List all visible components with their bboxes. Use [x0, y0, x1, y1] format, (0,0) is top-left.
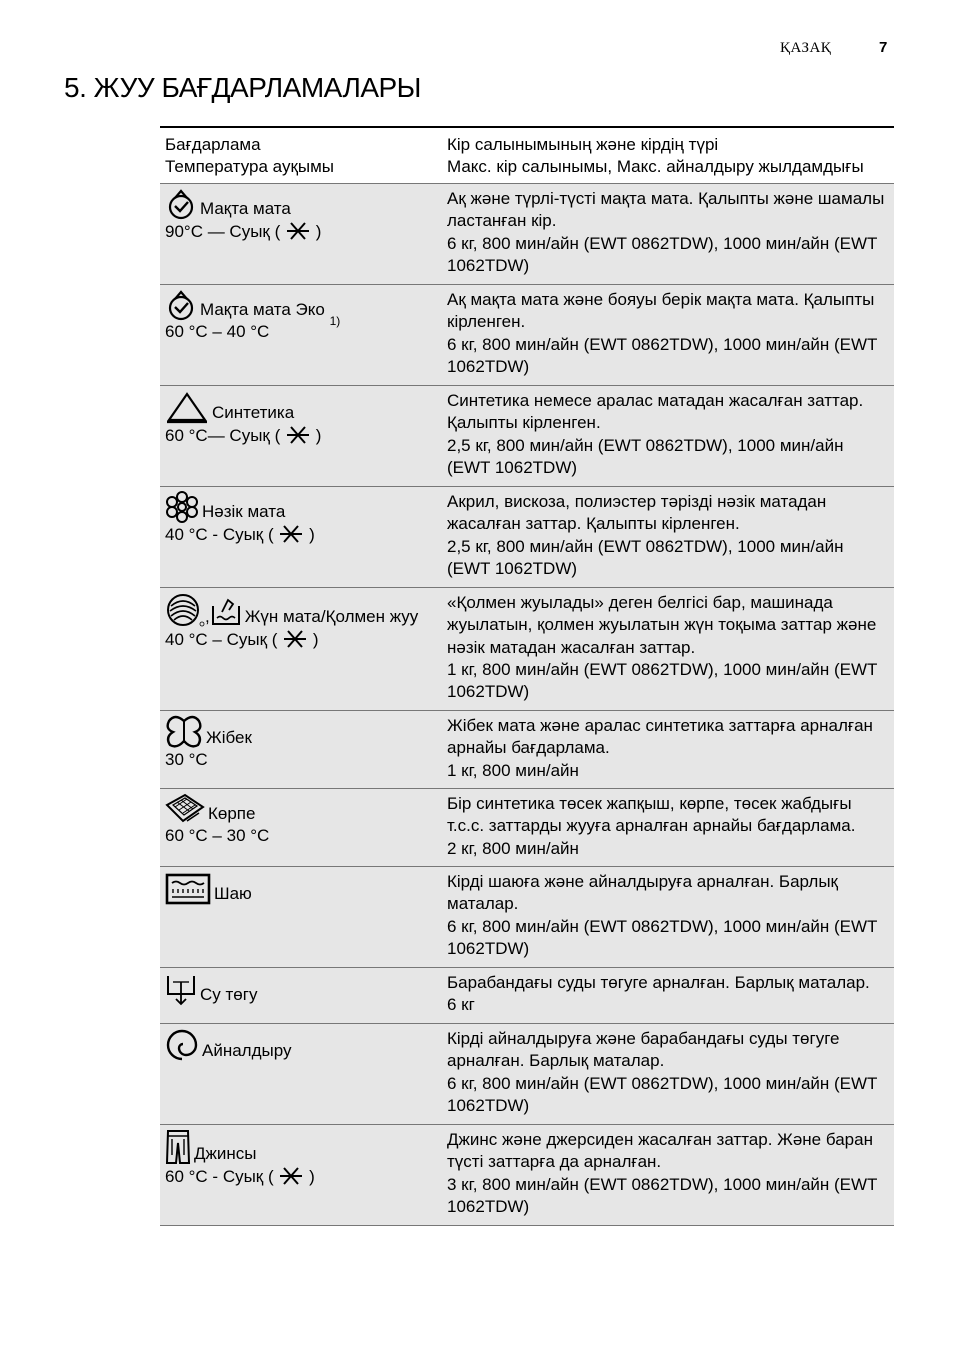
temperature-range: 40 °C - Суық ( ) — [165, 524, 315, 544]
programme-name: Джинсы — [194, 1143, 257, 1163]
programme-description: Акрил, вискоза, полиэстер тәрізді нәзік матадан жасалған заттар. Қалыпты кірленген. 2,5 кг, 800 мин/айн (EWT 0862TDW), 1000 мин/айн (EWT 1062TDW) — [447, 491, 844, 579]
table-row — [160, 789, 894, 867]
temperature-range: 60 °C – 30 °C — [165, 825, 270, 845]
programme-description: Джинс және джерсиден жасалған заттар. Және баран түсті заттарға да арналған. 3 кг, 800 мин/айн (EWT 0862TDW), 1000 мин/айн (EWT 1062TDW) — [447, 1129, 878, 1217]
wool-icon — [165, 592, 205, 628]
table-row — [160, 711, 894, 789]
table-row — [160, 1125, 894, 1226]
table-row — [160, 1024, 894, 1125]
programme-name: Жібек — [206, 727, 252, 747]
jeans-icon — [165, 1129, 191, 1165]
programme-description: Барабандағы суды төгуге арналған. Барлық маталар. 6 кг — [447, 972, 870, 1015]
programme-name: Шаю — [214, 883, 252, 903]
temperature-range: 60 °C— Суық ( ) — [165, 425, 322, 445]
programme-description: Ақ мақта мата және бояуы берік мақта мата. Қалыпты кірленген. 6 кг, 800 мин/айн (EWT 0862TDW), 1000 мин/айн (EWT 1062TDW) — [447, 289, 878, 377]
programme-name: Су төгу — [200, 984, 258, 1004]
programme-name: Мақта мата Эко — [200, 299, 325, 319]
temperature-range: 60 °C – 40 °C — [165, 321, 270, 341]
programme-description: Ақ және түрлі-түсті мақта мата. Қалыпты және шамалы ластанған кір. 6 кг, 800 мин/айн (EWT 0862TDW), 1000 мин/айн (EWT 1062TDW) — [447, 188, 885, 276]
delicates-icon — [165, 491, 199, 523]
duvet-icon — [165, 793, 205, 825]
synthetics-icon — [165, 390, 209, 424]
programme-name: Айналдыру — [202, 1040, 292, 1060]
cold-icon — [278, 523, 304, 545]
temperature-range: 40 °C – Суық ( ) — [165, 629, 319, 649]
table-row — [160, 968, 894, 1024]
cotton-eco-icon — [165, 289, 197, 321]
programmes-table — [160, 126, 894, 1226]
cold-icon — [282, 628, 308, 650]
table-row — [160, 184, 894, 285]
cold-icon — [285, 220, 311, 242]
programme-description: Синтетика немесе аралас матадан жасалған заттар. Қалыпты кірленген. 2,5 кг, 800 мин/айн (EWT 0862TDW), 1000 мин/айн (EWT 1062TDW) — [447, 390, 864, 478]
programme-name: Синтетика — [212, 402, 295, 422]
table-row: Мақта мата Эко 1) 60 °C – 40 °C Ақ мақта мата және бояуы берік мақта мата. Қалыпты кірленген. 6 кг, 800 мин/айн (EWT 0862TDW), 1000 мин/айн (EWT 1062TDW) — [160, 285, 894, 386]
temperature-range: 30 °C — [165, 749, 208, 769]
programme-description: Бір синтетика төсек жапқыш, көрпе, төсек жабдығы т.с.с. заттарды жууға арналған арнайы бағдарлама. 2 кг, 800 мин/айн — [447, 793, 856, 858]
cotton-icon — [165, 188, 197, 220]
drain-icon — [165, 972, 197, 1006]
programme-description: Жібек мата және аралас синтетика заттарға арналған арнайы бағдарлама. 1 кг, 800 мин/айн — [447, 715, 873, 780]
programme-description: Кірді шаюға және айналдыруға арналған. Барлық маталар. 6 кг, 800 мин/айн (EWT 0862TDW), 1000 мин/айн (EWT 1062TDW) — [447, 871, 878, 959]
programme-name: Мақта мата — [200, 198, 291, 218]
header-col-programme: Бағдарлама Температура ауқымы — [165, 135, 335, 176]
programme-name: Көрпе — [208, 803, 256, 823]
section-title: 5. ЖУУ БАҒДАРЛАМАЛАРЫ — [64, 72, 421, 103]
handwash-icon — [210, 596, 242, 628]
cold-icon — [285, 424, 311, 446]
table-row — [160, 487, 894, 588]
page-number: 7 — [879, 39, 888, 56]
programme-name: Нәзік мата — [202, 501, 286, 521]
temperature-range: 90°C — Суық ( ) — [165, 221, 322, 241]
header-col-load: Кір салынымының және кірдің түрі Макс. кір салынымы, Макс. айналдыру жылдамдығы — [447, 135, 864, 177]
spin-icon — [165, 1028, 199, 1062]
programme-description: «Қолмен жуылады» деген белгісі бар, машинада жуылатын, қолмен жуылатын жүн тоқыма заттар және нәзік матадан жасалған заттар. 1 кг, 800 мин/айн (EWT 0862TDW), 1000 мин/айн (EWT 1062TDW) — [447, 592, 878, 702]
header-language: ҚАЗАҚ — [780, 40, 832, 56]
table-header — [160, 128, 894, 184]
table-row — [160, 386, 894, 487]
programme-description: Кірді айналдыруға және барабандағы суды төгуге арналған. Барлық маталар. 6 кг, 800 мин/айн (EWT 0862TDW), 1000 мин/айн (EWT 1062TDW) — [447, 1028, 878, 1116]
silk-icon — [165, 715, 203, 749]
programme-name: Жүн мата/Қолмен жуу — [244, 606, 419, 626]
cold-icon — [278, 1165, 304, 1187]
temperature-range: 60 °C - Суық ( ) — [165, 1166, 315, 1186]
table-row: , Жүн мата/Қолмен жуу 40 °C – Суық ( ) «Қолмен жуылады» деген белгісі бар, машинада жуылатын, қолмен жуылатын жүн тоқыма заттар және нәзік матадан жасалған заттар. 1 кг, 800 мин/айн (EWT 0862TDW), 1000 мин/айн (EWT 1062TDW) — [160, 588, 894, 711]
table-row — [160, 867, 894, 968]
rinse-icon — [165, 871, 211, 905]
